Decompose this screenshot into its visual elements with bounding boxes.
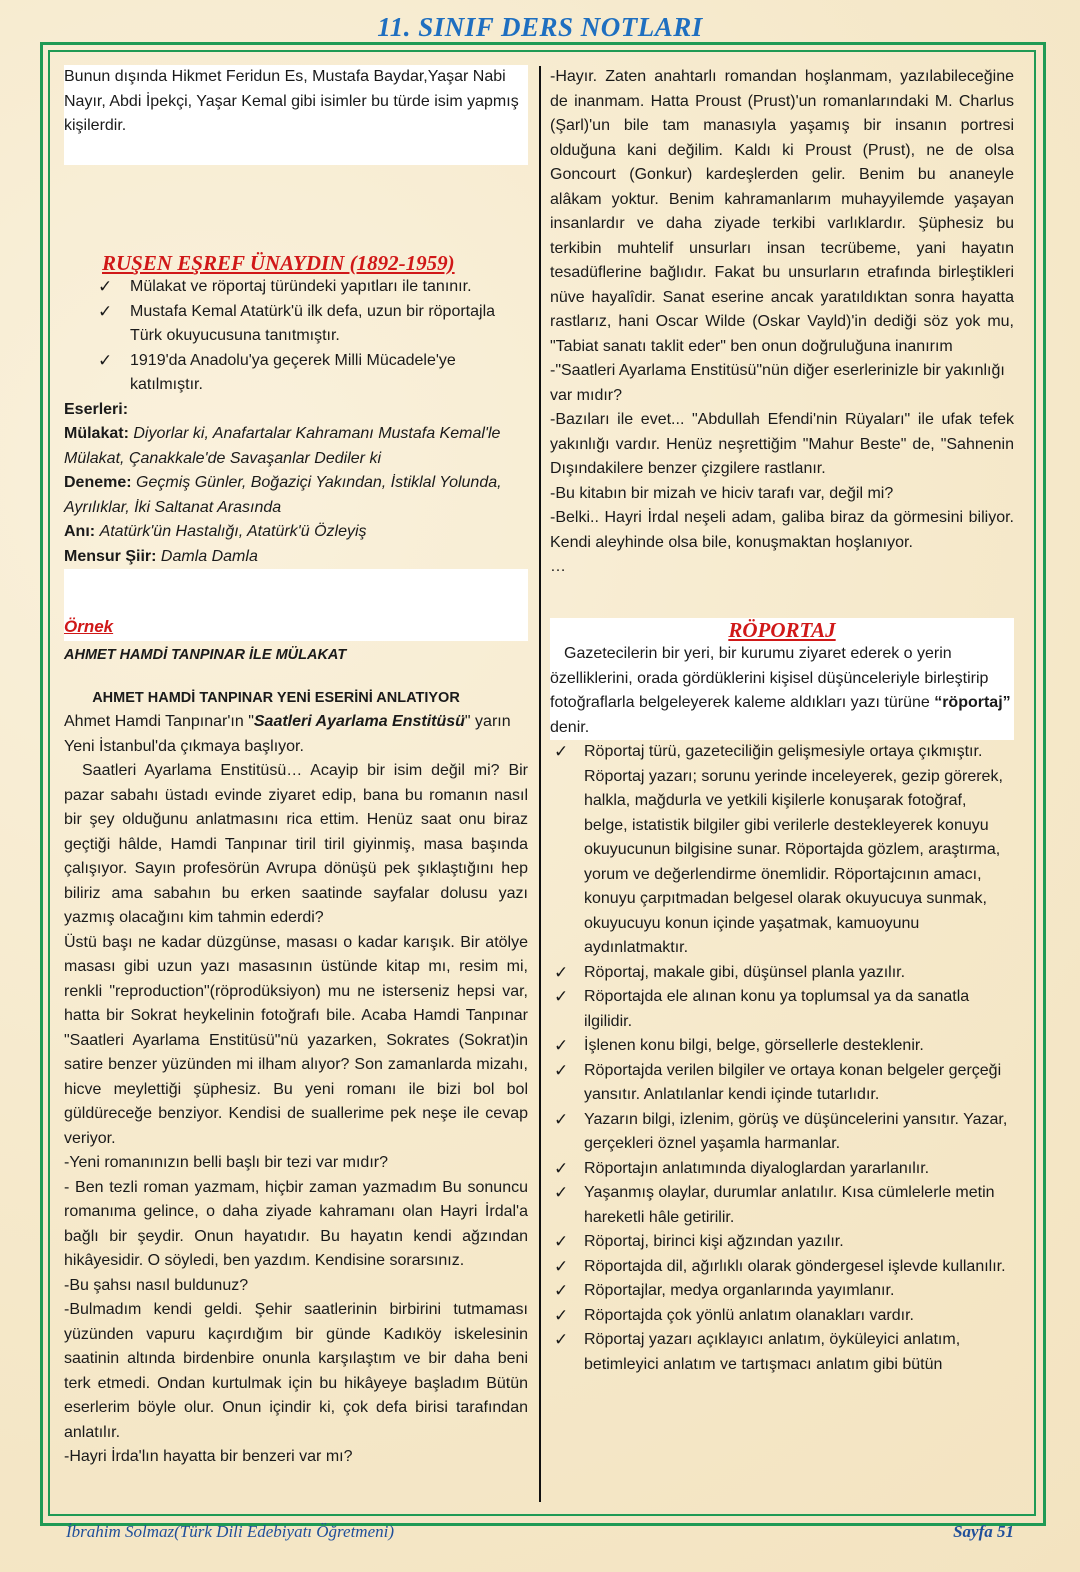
check-icon: ✓ — [554, 1158, 569, 1178]
list-item: ✓ Röportaj türü, gazeteciliğin gelişmesiyle ortaya çıkmıştır. Röportaj yazarı; sorunu yerinde inceleyerek, gezip görerek, halkla, mağdurla ve yetkili kişilerle konuşarak fotoğraf, belge, istatistik bilgiler gibi verilerle destekleyerek konuyu okuyucunun bilgisine sunar. Röportajda gözlem, araştırma, yorum ve değerlendirme önemlidir. Röportajcının amacı, konuyu çarpıtmadan belgesel olarak okuyucuya sunmak, okuyucuyu konun içinde yaşatmak, kamuoyunu aydınlatmaktır. — [554, 742, 1003, 956]
check-icon: ✓ — [554, 742, 569, 761]
check-icon: ✓ — [554, 1330, 569, 1349]
interview-question: -Bu kitabın bir mizah ve hiciv tarafı var, değil mi? — [550, 484, 894, 502]
check-icon: ✓ — [554, 1281, 569, 1300]
article-paragraph: Saatleri Ayarlama Enstitüsü… Acayip bir isim değil mi? Bir pazar sabahı üstadı evinde ziyaret edip, bana bu romanın nasıl bir şey olduğunu anlatmasını rica ettim. Henüz saat onu biraz geçtiği hâlde, Hamdi Tanpınar tiril tiril giyinmiş, masa başında çalışıyor. Sayın profesörün Avrupa dönüşü pek şıklaştığını hep biliriz ama sabahın bu erken saatinde sayfalar dolusu yazı yazmış olacağını kim tahmin ederdi? — [64, 762, 528, 926]
work-row: Deneme: Geçmiş Günler, Boğaziçi Yakından, İstiklal Yolunda, Ayrılıklar, İki Saltanat Arasında — [64, 474, 502, 516]
list-item: ✓ Röportajlar, medya organlarında yayımlanır. — [550, 1279, 1014, 1304]
list-item: ✓ Mustafa Kemal Atatürk'ü ilk defa, uzun bir röportajla Türk okuyucusuna tanıtmıştır. — [98, 301, 496, 344]
interview-question: -"Saatleri Ayarlama Enstitüsü"nün diğer eserlerinizle bir yakınlığı var mıdır? — [550, 362, 1005, 404]
interview-question: -Bu şahsı nasıl buldunuz? — [64, 1276, 249, 1294]
check-icon: ✓ — [98, 301, 113, 321]
interview-question: -Hayri İrda'lın hayatta bir benzeri var mı? — [64, 1448, 353, 1465]
example-label: Örnek — [64, 617, 114, 636]
work-row: Mensur Şiir: Damla Damla — [64, 547, 258, 565]
list-item: ✓ Röportaj, birinci kişi ağzından yazılır. — [550, 1230, 1014, 1255]
list-item: ✓ Mülakat ve röportaj türündeki yapıtları ile tanınır. — [64, 275, 528, 300]
interview-answer: - Ben tezli roman yazmam, hiçbir zaman yazmadım Bu sonuncu romanıma gelince, o daha ziyade kahramanı olan Hayri İrdal'a bağlı bir şeydir. Onun hayatıdır. Bu hayatın kendi ağzından hikâyesidir. O söyledi, ben yazdım. Kendisine sorarsınız. — [64, 1178, 528, 1269]
article-paragraph: Ahmet Hamdi Tanpınar'ın "Saatleri Ayarlama Enstitüsü" yarın Yeni İstanbul'da çıkmaya başlıyor. — [64, 713, 511, 755]
author-heading: RUŞEN EŞREF ÜNAYDIN (1892-1959) — [102, 250, 455, 275]
list-item: ✓ Röportaj, makale gibi, düşünsel planla yazılır. — [550, 961, 1014, 986]
check-icon: ✓ — [554, 987, 569, 1006]
check-icon: ✓ — [554, 1232, 569, 1251]
ellipsis: … — [550, 558, 566, 575]
interview-question: -Yeni romanınızın belli başlı bir tezi var mıdır? — [64, 1154, 388, 1171]
check-icon: ✓ — [554, 1060, 569, 1080]
check-icon: ✓ — [554, 1036, 569, 1055]
check-icon: ✓ — [554, 1256, 569, 1276]
interview-answer: -Bulmadım kendi geldi. Şehir saatlerinin birbirini tutmaması yüzünden vapuru kaçırdığım bir günde Kadıköy iskelesinin saatinin altında birdenbire onunla karşılaştım ve bir daha beni terk etmedi. Ondan kurtulmak için bu hikâyeye başladım Bütün eserlerim böyle olur. Onun içindir ki, çok defa birisi tarafından anlatılır. — [64, 1301, 528, 1441]
column-divider — [539, 66, 541, 1502]
article-title: AHMET HAMDİ TANPINAR YENİ ESERİNİ ANLATIYOR — [92, 689, 460, 706]
list-item: ✓ Röportaj yazarı açıklayıcı anlatım, öyküleyici anlatım, betimleyici anlatım ve tartışmacı anlatım gibi bütün — [554, 1330, 961, 1373]
list-item: ✓ 1919'da Anadolu'ya geçerek Milli Mücadele'ye katılmıştır. — [98, 350, 456, 393]
list-item: ✓ Röportajda ele alınan konu ya toplumsal ya da sanatla ilgilidir. — [554, 987, 970, 1030]
work-row: Anı: Atatürk'ün Hastalığı, Atatürk'ü Özleyiş — [64, 523, 367, 540]
intro-paragraph: Bunun dışında Hikmet Feridun Es, Mustafa Baydar,Yaşar Nabi Nayır, Abdi İpekçi, Yaşar Kemal gibi isimler bu türde isim yapmış kişilerdir. — [64, 65, 528, 165]
check-icon: ✓ — [98, 350, 113, 370]
list-item: ✓ Röportajın anlatımında diyaloglardan yararlanılır. — [550, 1157, 1014, 1182]
check-icon: ✓ — [554, 962, 569, 982]
right-column — [550, 65, 1014, 1377]
list-item: ✓ Yazarın bilgi, izlenim, görüş ve düşüncelerini yansıtır. Yazar, gerçekleri öznel yaşamla harmanlar. — [554, 1109, 1008, 1152]
check-icon: ✓ — [554, 1183, 569, 1202]
footer-author: İbrahim Solmaz(Türk Dili Edebiyatı Öğretmeni) — [66, 1522, 394, 1541]
roportaj-definition: Gazetecilerin bir yeri, bir kurumu ziyaret ederek o yerin özelliklerini, orada gördüklerini kişisel düşünceleriyle birleştirip fotoğraflarla belgeleyerek kaleme aldıkları yazı türüne “röportaj” denir. — [550, 645, 1011, 736]
example-box — [64, 569, 528, 641]
article-paragraph: Üstü başı ne kadar düzgünse, masası o kadar karışık. Bir atölye masası gibi uzun yazı masasının üstünde kitap mı, resim mi, renkli "reproduction"(röprodüksiyon) mu ne isterseniz hepsi var, hatta bir Sokrat heykelinin fotoğrafı bile. Acaba Hamdi Tanpınar "Saatleri Ayarlama Enstitüsü"nü yazarken, Sokrates (Sokrat)in satire benzer yüzünden mi ilham alıyor? Son zamanlarda mizahı, hicve meylettiği şüphesiz. Bu yeni romanı ile bizi bol bol güldüreceğe benziyor. Kendisi de suallerime pek neşe ile cevap veriyor. — [64, 933, 528, 1147]
interview-answer: -Hayır. Zaten anahtarlı romandan hoşlanmam, yazılabileceğine de inanmam. Hatta Proust (Prust)'un romanlarındaki M. Charlus (Şarl)'un bile tam manasıyla yaşamış bir insanın portresi olduğuna kani değilim. Kaldı ki Proust (Prust), ne de olsa Goncourt (Gonkur) kardeşlerden gelir. Benim bu ananeyle alâkam yoktur. Benim kahramanlarım muhayyilemde yaşayan insanlardır ve daha ziyade terkibi varlıklardır. Şüphesiz bu terkibin muhtelif unsurları insan tecrübeme, yani hayatın tesadüflerine bağlıdır. Fakat bu unsurların etrafında birleştikleri nüve hayalîdir. Sanat eserine ancak yaratıldıktan sonra hayatta rastlarız, hani Oscar Wilde (Oskar Vayld)'in dediği söz yok mu, "Tabiat sanatı taklit eder" ben onun doğruluğuna inanırım — [550, 68, 1014, 355]
roportaj-bullet-list — [550, 740, 1014, 1377]
list-item: ✓ Röportajda verilen bilgiler ve ortaya konan belgeler gerçeği yansıtır. Anlatılanlar kendi içinde tutarlıdır. — [554, 1060, 1002, 1103]
check-icon: ✓ — [554, 1305, 569, 1325]
roportaj-box — [550, 618, 1014, 741]
footer-page-number: Sayfa 51 — [953, 1522, 1014, 1541]
list-item: ✓ Röportajda çok yönlü anlatım olanakları vardır. — [550, 1304, 1014, 1329]
list-item: ✓ İşlenen konu bilgi, belge, görsellerle desteklenir. — [550, 1034, 1014, 1059]
list-item: ✓ Röportajda dil, ağırlıklı olarak göndergesel işlevde kullanılır. — [550, 1255, 1014, 1280]
example-title: AHMET HAMDİ TANPINAR İLE MÜLAKAT — [64, 647, 347, 663]
interview-answer: -Bazıları ile evet... "Abdullah Efendi'nin Rüyaları" ile ufak tefek yakınlığı vardır. Henüz neşrettiğim "Mahur Beste" de, "Sahnenin Dışındakilere benzer çizgilere rastlanır. — [550, 411, 1014, 477]
work-row: Mülakat: Diyorlar ki, Anafartalar Kahramanı Mustafa Kemal'le Mülakat, Çanakkale'de Savaşanlar Dediler ki — [64, 425, 501, 467]
check-icon: ✓ — [554, 1109, 569, 1129]
works-label: Eserleri: — [64, 400, 129, 418]
interview-answer: -Belki.. Hayri İrdal neşeli adam, galiba biraz da görmesini biliyor. Kendi aleyhinde olsa bile, konuşmaktan hoşlanıyor. — [550, 509, 1014, 551]
roportaj-heading: RÖPORTAJ — [728, 617, 836, 642]
page-header-title: 11. SINIF DERS NOTLARI — [377, 12, 703, 42]
author-bullet-list — [64, 275, 528, 398]
left-column — [64, 65, 528, 1470]
list-item: ✓ Yaşanmış olaylar, durumlar anlatılır. Kısa cümlelerle metin hareketli hâle getirilir. — [554, 1183, 995, 1226]
check-icon: ✓ — [98, 277, 113, 296]
